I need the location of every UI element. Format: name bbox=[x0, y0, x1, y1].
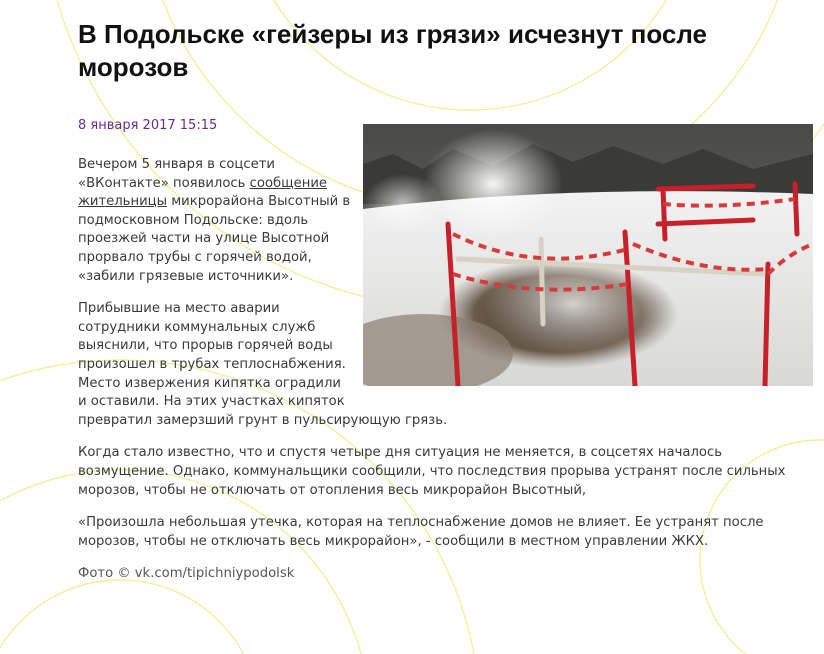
article bbox=[78, 18, 798, 583]
source-post-link[interactable]: сообщение жительницы bbox=[78, 175, 328, 210]
photo-credit-label: Фото © bbox=[78, 566, 135, 582]
paragraph-1-text-end: микрорайона Высотный в подмосковном Подольске: вдоль проезжей части на улице Высотной прорвало трубы с горячей водой, «забили грязевые источники». bbox=[78, 194, 351, 284]
photo-credit-link[interactable]: vk.com/tipichniypodolsk bbox=[134, 566, 295, 582]
paragraph-1-text-start: Вечером 5 января в соцсети «ВКонтакте» появилось bbox=[78, 157, 276, 191]
paragraph-3: Когда стало известно, что и спустя четыре дня ситуация не меняется, в соцсетях началось возмущение. Однако, коммунальщики сообщили, что последствия прорыва устранят после сильных морозов, чтобы не отключать от отопления весь микрорайон Высотный, bbox=[78, 445, 786, 498]
paragraph-2: Прибывшие на место аварии сотрудники коммунальных служб выяснили, что прорыв горячей воды произошел в трубах теплоснабжения. Место извержения кипятка оградили и оставили. На этих участках кипяток превратил замерзший грунт в пульсирующую грязь. bbox=[78, 301, 448, 428]
paragraph-4-quote: «Произошла небольшая утечка, которая на теплоснабжение домов не влияет. Ее устранят после морозов, чтобы не отключать весь микрорайон», - сообщили в местном управлении ЖКХ. bbox=[78, 515, 764, 549]
article-title: В Подольске «гейзеры из грязи» исчезнут после морозов bbox=[78, 19, 707, 82]
article-date: 8 января 2017 15:15 bbox=[78, 118, 218, 133]
article-photo bbox=[363, 124, 813, 386]
photo-credit bbox=[78, 565, 798, 583]
